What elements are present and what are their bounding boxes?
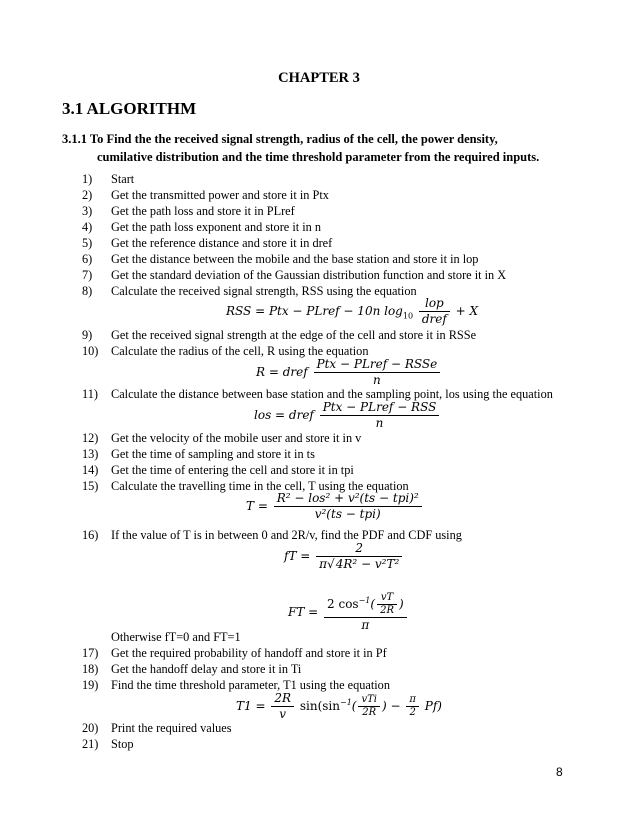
page-number: 8 [556,765,563,779]
step-item: 6) Get the distance between the mobile and the base station and store it in lop [82,252,479,266]
subsection-heading [62,130,582,166]
section-title: 3.1 ALGORITHM [62,99,197,118]
los-fraction: $\frac{\text{Ptx − PLref − RSS}}{n}$ [320,400,440,431]
step-item: 8) Calculate the received signal strength, RSS using the equation [82,284,417,298]
subsection-line-1: 3.1.1 To Find the the received signal strength, radius of the cell, the power density, [62,132,498,146]
step-item: 16) If the value of T is in between 0 and 2R/v, find the PDF and CDF using [82,528,462,542]
pdf-equation: fT = $\frac{2}{\text{π√4R² − v²T²}}$ [284,541,404,572]
step-item: 12) Get the velocity of the mobile user and store it in v [82,431,362,445]
step-item: 17) Get the required probability of handoff and store it in Pf [82,646,387,660]
step-item: 10) Calculate the radius of the cell, R using the equation [82,344,369,358]
los-equation: los = dref $\frac{\text{Ptx − PLref − RSS}}{n}$ [254,400,441,431]
step-item: 2) Get the transmitted power and store it in Ptx [82,188,329,202]
step-item: 11) Calculate the distance between base station and the sampling point, los using the equation [82,387,553,401]
radius-fraction: $\frac{\text{Ptx − PLref − RSSe}}{n}$ [314,357,441,388]
t-equation: T = $\frac{\text{R² − los² + v²(ts − tpi)²}}{\text{v²(ts − tpi)}}$ [246,491,424,522]
chapter-title: CHAPTER 3 [278,70,360,86]
step-item: 9) Get the received signal strength at the edge of the cell and store it in RSSe [82,328,477,342]
otherwise-text: Otherwise fT=0 and FT=1 [111,630,241,644]
rss-equation: RSS = Ptx − PLref − 10n $\log_{10}$ $\frac{\text{lop}}{\text{dref}}$ + X [226,296,479,326]
step-item: 7) Get the standard deviation of the Gaussian distribution function and store it in X [82,268,507,282]
pdf-fraction: $\frac{2}{\text{π√4R² − v²T²}}$ [316,541,402,572]
step-item: 18) Get the handoff delay and store it in Ti [82,662,302,676]
step-item: 20) Print the required values [82,721,232,735]
step-item: 21) Stop [82,737,134,751]
cdf-equation: FT = 2 $\cos^{-1}$( $\frac{vT}{2R}$ ) π [288,592,409,633]
rss-fraction: $\frac{\text{lop}}{\text{dref}}$ [419,296,450,327]
step-item: 3) Get the path loss and store it in PLref [82,204,295,218]
t-fraction: $\frac{\text{R² − los² + v²(ts − tpi)²}}{\text{v²(ts − tpi)}}$ [274,491,422,522]
t1-equation: T1 = $\frac{2R}{v}$ $\sin(\sin^{-1}$( $\frac{\text{vTi}}{2R}$ ) − $\frac{\pi}{2}$ Pf) [236,691,442,721]
step-item: 19) Find the time threshold parameter, T1 using the equation [82,678,390,692]
step-item: 15) Calculate the travelling time in the cell, T using the equation [82,479,409,493]
step-item: 14) Get the time of entering the cell and store it in tpi [82,463,354,477]
step-item: 13) Get the time of sampling and store it in ts [82,447,315,461]
step-item: 1) Start [82,172,135,186]
radius-equation: R = dref $\frac{\text{Ptx − PLref − RSSe}}{n}$ [256,357,442,388]
step-item: 4) Get the path loss exponent and store it in n [82,220,322,234]
subsection-line-2: cumilative distribution and the time threshold parameter from the required inputs. [97,150,540,164]
step-item: 5) Get the reference distance and store it in dref [82,236,333,250]
t1-fraction: $\frac{2R}{v}$ [271,691,294,722]
cdf-fraction: 2 $\cos^{-1}$( $\frac{vT}{2R}$ ) π [324,592,407,633]
